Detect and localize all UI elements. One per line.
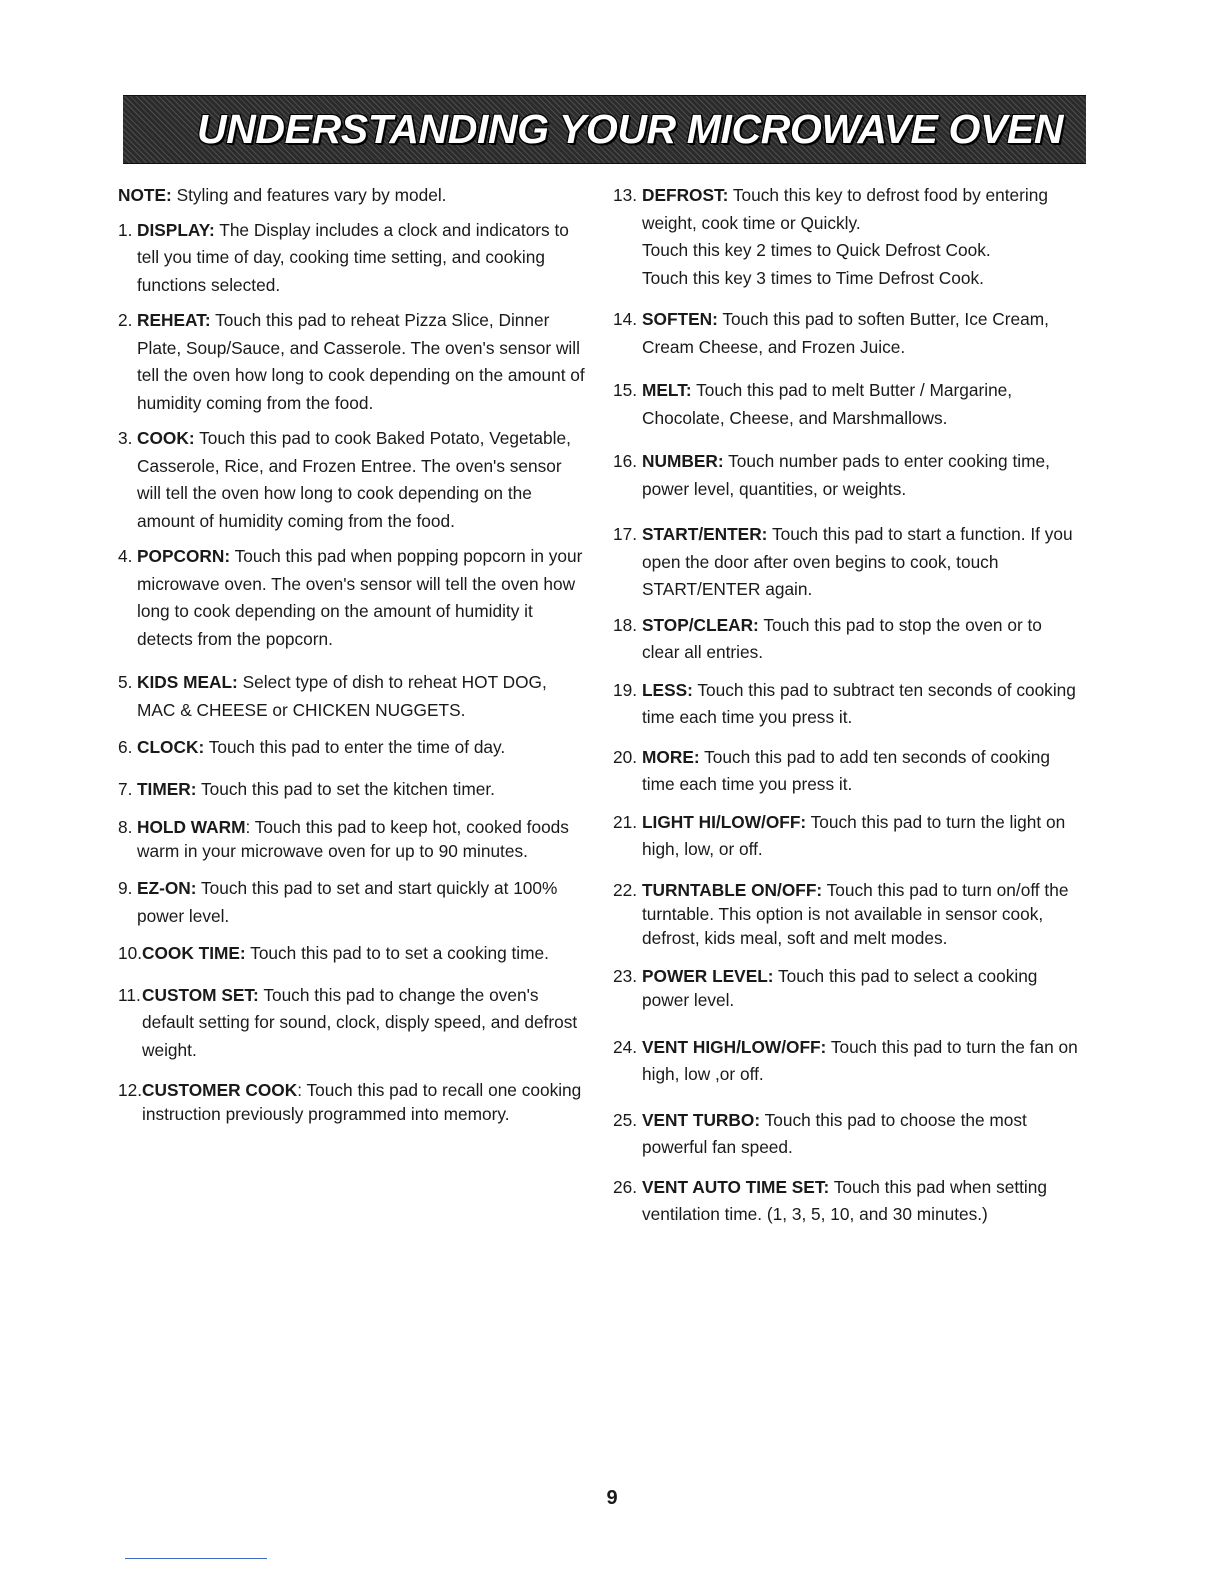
footer-rule [125,1558,267,1559]
item-label: NUMBER: [642,451,724,471]
item-label: LESS: [642,679,693,700]
item-text: Touch this pad to choose the most powerful fan speed. [642,1109,1027,1157]
item-label: CUSTOMER COOK [142,1080,298,1100]
item-number: 21. [613,811,638,832]
page-title: UNDERSTANDING YOUR MICROWAVE OVEN [197,106,1064,152]
item-text: Touch this pad to cook Baked Potato, Vegetable, Casserole, Rice, and Frozen Entree. The oven's sensor will tell the oven how long to cook depending on the amount of humidity coming from the food. [137,428,571,531]
item-number: 10. [118,943,143,963]
list-item [613,677,1083,732]
item-number: 16. [613,451,638,471]
item-text: Touch this pad to soften Butter, Ice Cream, Cream Cheese, and Frozen Juice. [642,309,1049,357]
item-label: MORE: [642,746,700,767]
item-number: 5. [118,672,133,692]
item-number: 18. [613,614,638,635]
list-item [613,377,1083,432]
list-item [613,1174,1083,1229]
list-item [118,734,588,762]
item-text: Touch this pad when setting ventilation time. (1, 3, 5, 10, and 30 minutes.) [642,1176,1047,1224]
item-text: Touch this pad to to set a cooking time. [245,943,549,963]
item-number: 9. [118,878,133,898]
item-label: VENT HIGH/LOW/OFF: [642,1036,827,1057]
list-item [118,815,588,863]
item-text: : Touch this pad to keep hot, cooked foods warm in your microwave oven for up to 90 minutes. [137,817,569,861]
item-label: COOK TIME: [142,943,246,963]
item-number: 17. [613,524,638,544]
item-number: 6. [118,737,133,757]
item-label: POPCORN: [137,546,231,566]
item-number: 20. [613,746,638,767]
list-item [118,669,588,724]
item-text: Touch this key to defrost food by entering weight, cook time or Quickly. [642,185,1048,233]
item-text: Select type of dish to reheat HOT DOG, MAC & CHEESE or CHICKEN NUGGETS. [137,672,547,720]
item-text-line: Touch this key 3 times to Time Defrost Cook. [642,267,984,288]
item-number: 22. [613,879,638,900]
item-text: Touch number pads to enter cooking time, power level, quantities, or weights. [642,451,1050,499]
list-item [613,809,1083,864]
item-text: Touch this pad to stop the oven or to clear all entries. [642,614,1042,662]
note-label: NOTE: [118,185,172,205]
item-text-line: Touch this key 2 times to Quick Defrost Cook. [642,240,991,260]
item-text: : Touch this pad to recall one cooking instruction previously programmed into memory. [142,1080,582,1124]
item-number: 3. [118,428,133,448]
item-text: Touch this pad to subtract ten seconds of cooking time each time you press it. [642,679,1076,727]
item-label: STOP/CLEAR: [642,614,759,635]
item-text: Touch this pad to select a cooking power level. [642,965,1038,1010]
item-number: 25. [613,1109,638,1130]
item-label: DISPLAY: [137,219,215,240]
list-item [118,982,588,1065]
note-text: Styling and features vary by model. [171,185,447,205]
item-text: The Display includes a clock and indicators to tell you time of day, cooking time setting, and cooking functions selected. [137,219,569,295]
item-text: Touch this pad to melt Butter / Margarine, Chocolate, Cheese, and Marshmallows. [642,380,1013,428]
item-label: TURNTABLE ON/OFF: [642,879,823,900]
list-item [118,217,588,300]
item-label: EZ-ON: [137,878,197,898]
item-number: 4. [118,546,133,566]
item-text: Touch this pad to start a function. If you open the door after oven begins to cook, touch START/ENTER again. [642,524,1073,599]
list-item [118,307,588,417]
item-number: 11. [118,984,141,1005]
item-text: Touch this pad when popping popcorn in your microwave oven. The oven's sensor will tell the oven how long to cook depending on the amount of humidity it detects from the popcorn. [137,546,583,649]
item-text: Touch this pad to turn on/off the turntable. This option is not available in sensor cook, defrost, kids meal, soft and melt modes. [642,879,1069,948]
list-item [118,1078,588,1126]
item-label: HOLD WARM [137,817,246,837]
item-label: MELT: [642,380,692,400]
item-number: 14. [613,309,638,329]
list-item [613,1107,1083,1162]
list-item [118,543,588,653]
list-item [613,1034,1083,1089]
item-label: COOK: [137,428,195,448]
item-text: Touch this pad to turn the light on high, low, or off. [642,811,1066,859]
list-item [613,448,1083,503]
item-label: REHEAT: [137,310,211,330]
item-label: SOFTEN: [642,309,718,329]
page-number: 9 [606,1487,618,1509]
item-text: Touch this pad to change the oven's default setting for sound, clock, disply speed, and defrost weight. [142,984,578,1060]
list-item [613,878,1083,950]
item-number: 15. [613,380,638,400]
item-number: 23. [613,965,638,986]
list-item [613,182,1083,292]
right-column [613,182,1083,1238]
item-label: CUSTOM SET: [142,984,259,1005]
item-label: VENT AUTO TIME SET: [642,1176,830,1197]
item-text: Touch this pad to reheat Pizza Slice, Dinner Plate, Soup/Sauce, and Casserole. The oven's sensor will tell the oven how long to cook depending on the amount of humidity coming from the food. [137,310,585,413]
item-number: 8. [118,817,133,837]
list-item [118,425,588,535]
item-number: 1. [118,219,133,240]
left-column [118,182,588,1135]
item-label: DEFROST: [642,185,729,205]
list-item [613,744,1083,799]
item-text: Touch this pad to add ten seconds of cooking time each time you press it. [642,746,1050,794]
list-item [613,306,1083,361]
item-label: KIDS MEAL: [137,672,238,692]
note [118,182,588,210]
item-text: Touch this pad to enter the time of day. [204,737,506,757]
item-label: CLOCK: [137,737,205,757]
item-label: START/ENTER: [642,524,768,544]
list-item [613,964,1083,1012]
item-label: TIMER: [137,778,197,799]
item-number: 19. [613,679,638,700]
list-item [118,875,588,930]
item-label: LIGHT HI/LOW/OFF: [642,811,807,832]
item-number: 13. [613,185,638,205]
list-item [613,612,1083,667]
item-number: 7. [118,778,133,799]
item-number: 12. [118,1080,143,1100]
list-item [613,521,1083,604]
title-banner [123,95,1086,164]
item-text: Touch this pad to set and start quickly at 100% power level. [137,878,558,926]
item-number: 26. [613,1176,638,1197]
list-item [118,940,588,968]
item-label: POWER LEVEL: [642,965,774,986]
item-number: 24. [613,1036,638,1057]
item-text: Touch this pad to set the kitchen timer. [196,778,495,799]
item-label: VENT TURBO: [642,1109,761,1130]
item-number: 2. [118,310,133,330]
item-text: Touch this pad to turn the fan on high, low ,or off. [642,1036,1078,1084]
list-item [118,776,588,804]
